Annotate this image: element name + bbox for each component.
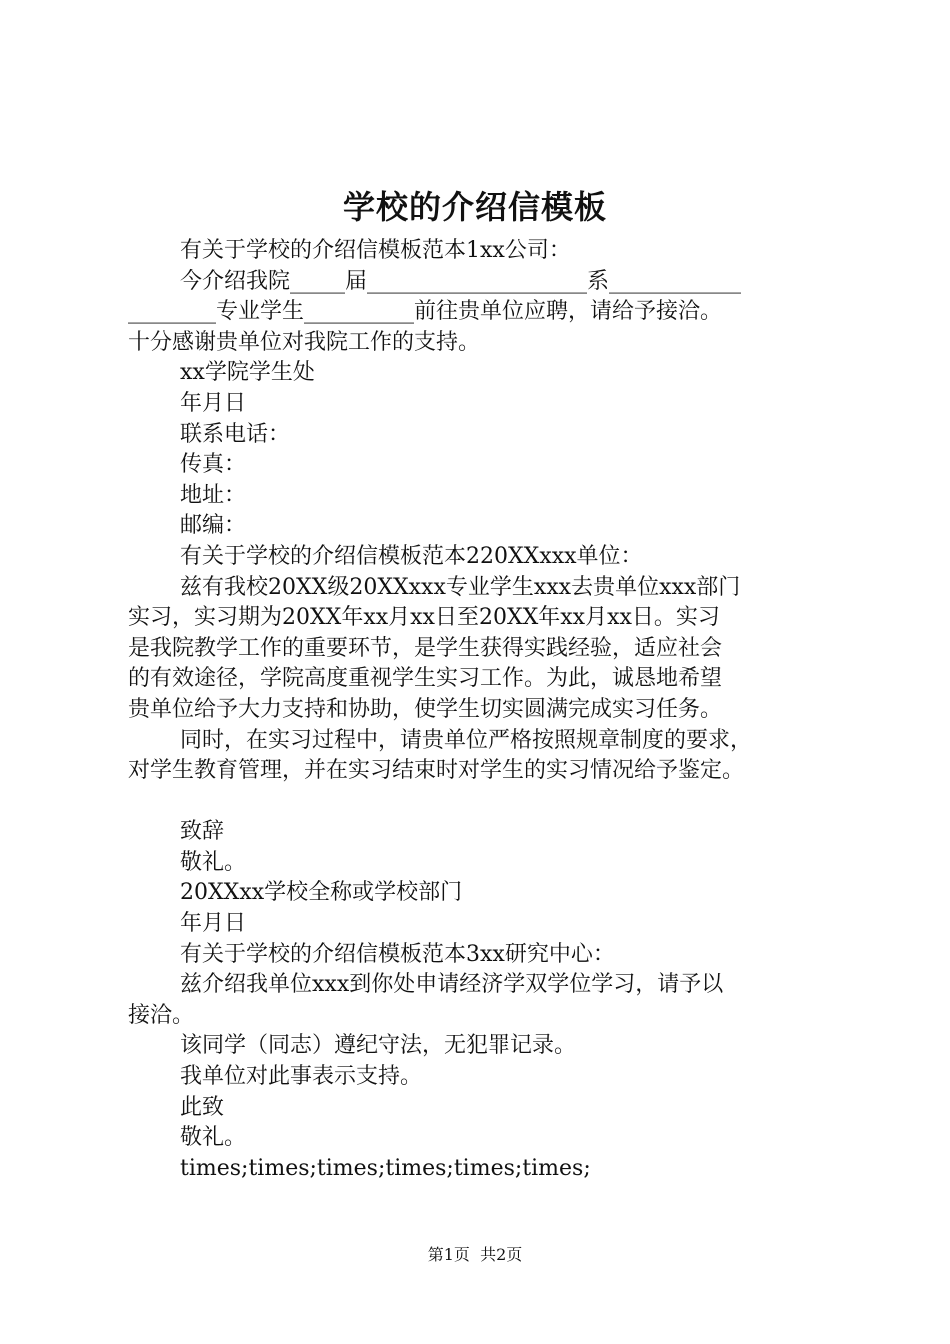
text-line: 传真：: [180, 452, 247, 478]
text-line: xx学院学生处: [180, 360, 315, 386]
text-line: 年月日: [180, 911, 247, 937]
page-footer: [0, 1243, 950, 1267]
document-body: [128, 236, 840, 1184]
text-line: 对学生教育管理，并在实习结束时对学生的实习情况给予鉴定。: [128, 758, 745, 784]
text-line: 的有效途径，学院高度重视学生实习工作。为此，诚恳地希望: [128, 666, 723, 692]
page-total: 共2页: [480, 1245, 523, 1264]
text-line: 邮编：: [180, 513, 247, 539]
text-line: 贵单位给予大力支持和协助，使学生切实圆满完成实习任务。: [128, 696, 723, 722]
text-line: 兹介绍我单位xxx到你处申请经济学双学位学习，请予以: [180, 972, 724, 998]
text-line: 此致: [180, 1094, 225, 1120]
text-line: 是我院教学工作的重要环节，是学生获得实践经验，适应社会: [128, 635, 723, 661]
text-line: 接洽。: [128, 1002, 195, 1028]
document-title: 学校的介绍信模板: [342, 188, 607, 226]
text-line: 年月日: [180, 390, 247, 416]
text-line: ________专业学生__________前往贵单位应聘，请给予接洽。: [128, 299, 723, 325]
text-line: times;times;times;times;times;times;: [180, 1155, 591, 1181]
page-number: 第1页: [427, 1245, 470, 1264]
text-line: 该同学（同志）遵纪守法，无犯罪记录。: [180, 1033, 577, 1059]
blank-line: [128, 787, 840, 818]
text-line: 敬礼。: [180, 849, 247, 875]
text-line: 今介绍我院_____届____________________系____________: [180, 268, 742, 294]
text-line: 有关于学校的介绍信模板范本1xx公司：: [180, 238, 571, 263]
text-line: 20XXxx学校全称或学校部门: [180, 880, 463, 906]
text-line: 有关于学校的介绍信模板范本3xx研究中心：: [180, 941, 615, 967]
text-line: 十分感谢贵单位对我院工作的支持。: [128, 329, 481, 355]
text-line: 敬礼。: [180, 1125, 247, 1151]
text-line: 地址：: [180, 482, 247, 508]
text-line: 致辞: [180, 819, 225, 845]
text-line: 同时，在实习过程中，请贵单位严格按照规章制度的要求，: [180, 727, 753, 753]
text-line: 我单位对此事表示支持。: [180, 1064, 423, 1090]
text-line: 联系电话：: [180, 421, 291, 447]
text-line: 有关于学校的介绍信模板范本220XXxxx单位：: [180, 543, 643, 569]
text-line: 兹有我校20XX级20XXxxx专业学生xxx去贵单位xxx部门: [180, 574, 741, 600]
text-line: 实习，实习期为20XX年xx月xx日至20XX年xx月xx日。实习: [128, 605, 720, 631]
